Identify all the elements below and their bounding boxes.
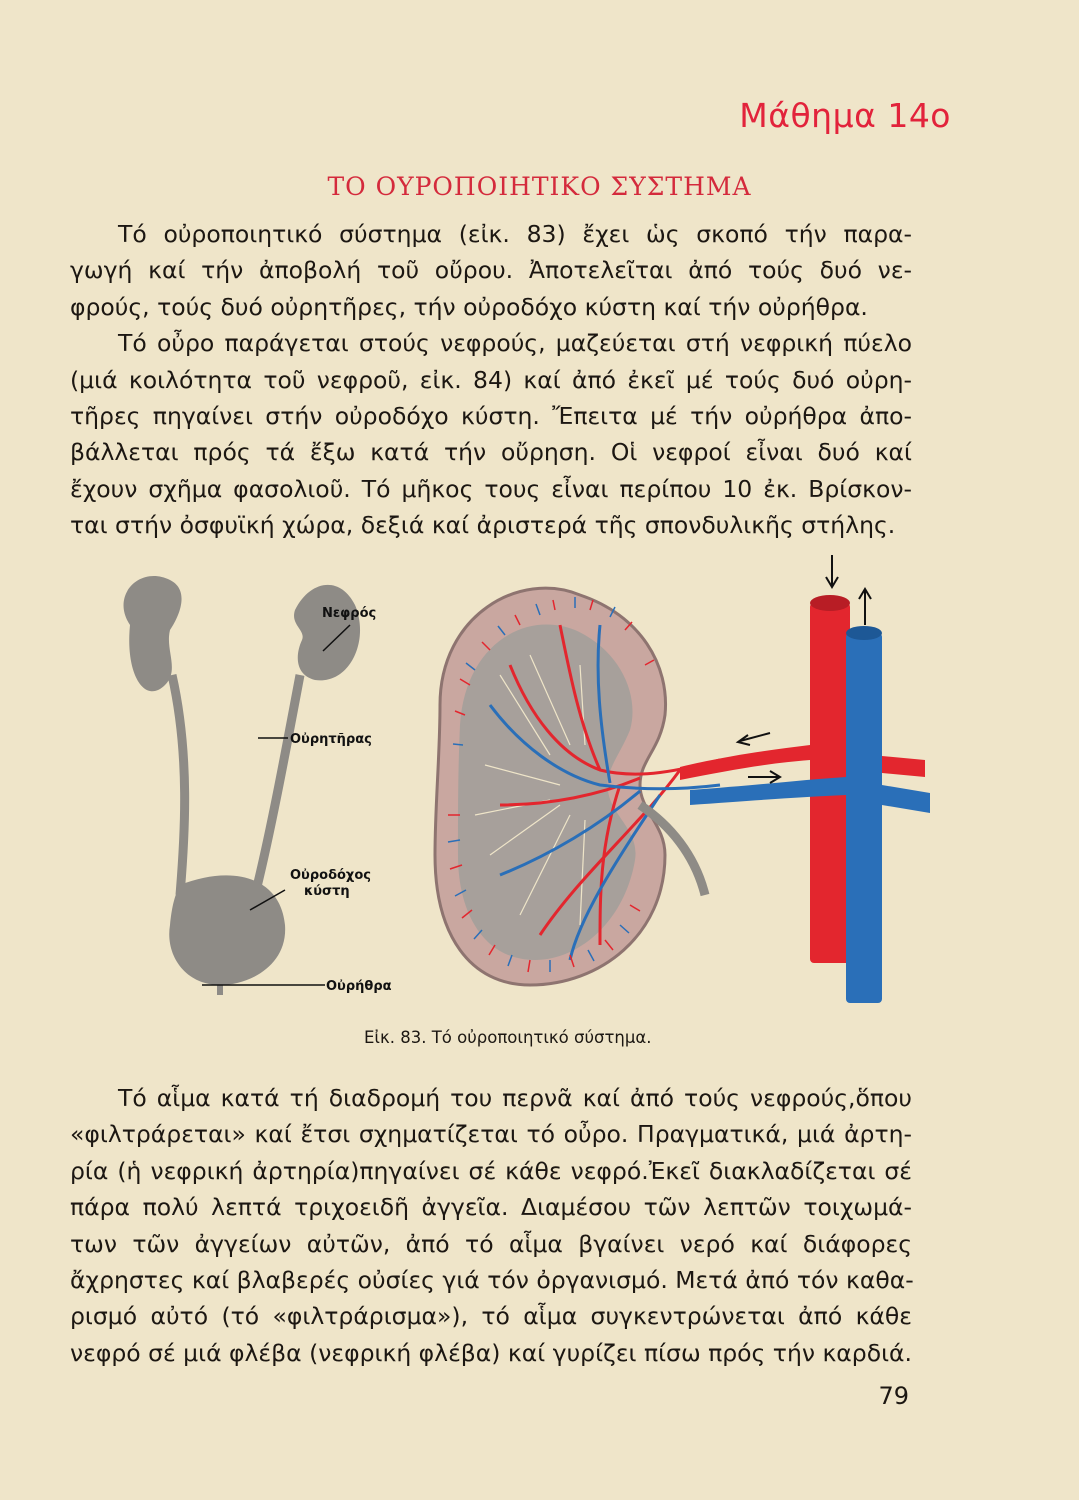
label-ureter: Οὐρητῆρας [290,732,372,747]
intro-paragraphs [70,216,912,544]
text-line: των τῶν ἀγγείων αὐτῶν, ἀπό τό αἷμα βγαίνει νερό καί διάφορες [70,1229,912,1258]
label-kidney: Νεφρός [322,606,377,621]
text-line: «φιλτράρεται» καί ἔτσι σχηματίζεται τό οὖρο. Πραγματικά, μιά ἀρτη- [70,1120,912,1149]
urinary-organs-illustration [124,576,361,995]
lesson-heading: Μάθημα 14ο [739,96,951,135]
label-bladder-line1: Οὐροδόχος [290,868,371,883]
label-bladder-line2: κύστη [304,884,350,899]
kidney-cross-section [435,588,720,985]
text-line: ἔχουν σχῆμα φασολιοῦ. Τό μῆκος τους εἶναι περίπου 10 ἐκ. Βρίσκον- [70,474,912,503]
text-line: γωγή καί τήν ἀποβολή τοῦ οὔρου. Ἀποτελεῖται ἀπό τούς δυό νε- [70,256,912,285]
text-line: ἄχρηστες καί βλαβερές οὐσίες γιά τόν ὀργανισμό. Μετά ἀπό τόν καθα- [70,1265,914,1294]
text-line: πάρα πολύ λεπτά τριχοειδῆ ἀγγεῖα. Διαμέσου τῶν λεπτῶν τοιχωμά- [70,1193,912,1222]
text-line: ται στήν ὀσφυϊκή χώρα, δεξιά καί ἀριστερά τῆς σπονδυλικῆς στήλης. [70,511,896,540]
text-line: φρούς, τούς δυό οὐρητῆρες, τήν οὐροδόχο κύστη καί τήν οὐρήθρα. [70,292,868,321]
text-line: ρία (ἡ νεφρική ἀρτηρία)πηγαίνει σέ κάθε νεφρό.Ἐκεῖ διακλαδίζεται σέ [70,1156,912,1185]
text-line: ρισμό αὐτό (τό «φιλτράρισμα»), τό αἷμα συγκεντρώνεται ἀπό κάθε [70,1302,912,1331]
text-line: (μιά κοιλότητα τοῦ νεφροῦ, εἰκ. 84) καί ἀπό ἐκεῖ μέ τούς δυό οὐρη- [70,365,912,394]
aorta-artery [680,595,925,963]
chapter-title: ΤΟ ΟΥΡΟΠΟΙΗΤΙΚΟ ΣΥΣΤΗΜΑ [327,172,752,201]
figure-caption: Εἰκ. 83. Τό οὐροποιητικό σύστημα. [364,1028,652,1047]
label-urethra: Οὐρήθρα [326,979,392,994]
urinary-system-figure [80,555,940,1015]
text-line: νεφρό σέ μιά φλέβα (νεφρική φλέβα) καί γυρίζει πίσω πρός τήν καρδιά. [70,1338,912,1367]
text-line: Τό οὖρο παράγεται στούς νεφρούς, μαζεύεται στή νεφρική πύελο [118,329,912,358]
text-line: βάλλεται πρός τά ἔξω κατά τήν οὔρηση. Οἱ νεφροί εἶναι δυό καί [70,438,912,467]
text-line: τῆρες πηγαίνει στήν οὐροδόχο κύστη. Ἔπειτα μέ τήν οὐρήθρα ἀπο- [70,401,912,430]
blood-filtering-paragraph [70,1080,912,1371]
page-number: 79 [878,1382,909,1410]
text-line: Τό οὐροποιητικό σύστημα (εἰκ. 83) ἔχει ὡς σκοπό τήν παρα- [118,220,912,248]
text-line: Τό αἷμα κατά τή διαδρομή του περνᾶ καί ἀπό τούς νεφρούς,ὅπου [118,1084,912,1112]
